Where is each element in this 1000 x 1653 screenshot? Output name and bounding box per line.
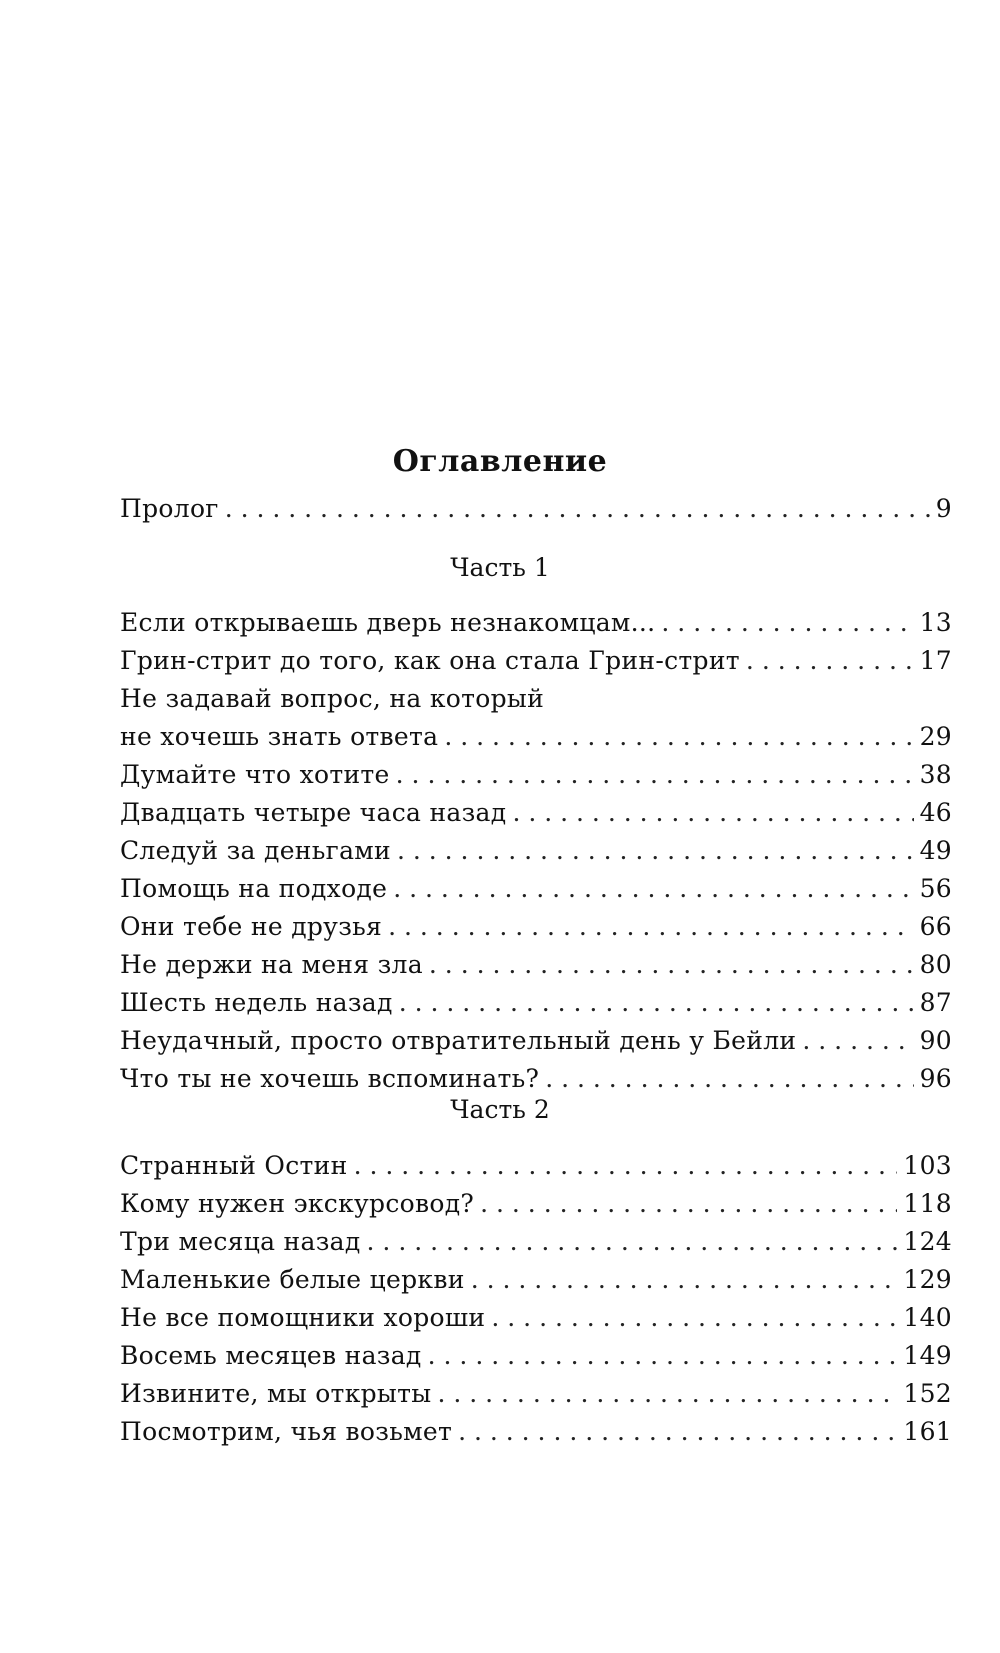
toc-entry-title: Следуй за деньгами — [120, 836, 391, 865]
toc-entry-title: Помощь на подходе — [120, 874, 388, 903]
toc-entry-page: 87 — [919, 988, 952, 1017]
dot-leader — [471, 1261, 898, 1299]
dot-leader — [545, 1060, 913, 1098]
dot-leader — [397, 832, 914, 870]
toc-entry — [120, 642, 952, 680]
toc-entry — [120, 984, 952, 1022]
toc-entry-title: Они тебе не друзья — [120, 912, 383, 941]
toc-entry — [120, 718, 952, 756]
dot-leader — [480, 1185, 897, 1223]
dot-leader — [354, 1147, 898, 1185]
toc-entry-page: 161 — [903, 1417, 952, 1446]
prologue-list — [120, 490, 952, 528]
toc-entry — [120, 832, 952, 870]
dot-leader — [746, 642, 914, 680]
toc-entry — [120, 1375, 952, 1413]
part-1-heading: Часть 1 — [450, 553, 550, 582]
toc-entry-page: 49 — [919, 836, 952, 865]
toc-entry-page: 118 — [903, 1189, 952, 1218]
toc-entry-title: Посмотрим, чья возьмет — [120, 1417, 453, 1446]
toc-entry-page: 140 — [903, 1303, 952, 1332]
toc-entry-page: 66 — [919, 912, 952, 941]
dot-leader — [225, 490, 930, 528]
toc-entry-title: Странный Остин — [120, 1151, 348, 1180]
toc-entry-title: Грин-стрит до того, как она стала Грин-стрит — [120, 646, 740, 675]
dot-leader — [491, 1299, 897, 1337]
toc-entry — [120, 908, 952, 946]
toc-entry-first-line: Не задавай вопрос, на который — [120, 684, 545, 713]
dot-leader — [444, 718, 913, 756]
toc-entry-page: 149 — [903, 1341, 952, 1370]
toc-entry-page: 96 — [919, 1064, 952, 1093]
toc-entry-title: Шесть недель назад — [120, 988, 393, 1017]
toc-entry — [120, 946, 952, 984]
dot-leader — [396, 756, 914, 794]
toc-entry-page: 9 — [935, 494, 952, 523]
toc-entry-title: Кому нужен экскурсовод? — [120, 1189, 475, 1218]
toc-entry-title: Не держи на меня зла — [120, 950, 423, 979]
toc-entry — [120, 1299, 952, 1337]
toc-entry-page: 90 — [919, 1026, 952, 1055]
toc-entry-title: Что ты не хочешь вспоминать? — [120, 1064, 540, 1093]
toc-entry — [120, 1147, 952, 1185]
toc-entry — [120, 1185, 952, 1223]
part-2-list — [120, 1147, 952, 1451]
dot-leader — [661, 604, 913, 642]
toc-entry — [120, 1337, 952, 1375]
toc-entry-page: 29 — [919, 722, 952, 751]
toc-entry-page: 103 — [903, 1151, 952, 1180]
toc-entry-title: Не все помощники хороши — [120, 1303, 486, 1332]
toc-entry-title: Думайте что хотите — [120, 760, 390, 789]
toc-title: Оглавление — [392, 444, 608, 479]
toc-entry — [120, 870, 952, 908]
toc-entry-title: Маленькие белые церкви — [120, 1265, 465, 1294]
dot-leader — [399, 984, 914, 1022]
dot-leader — [428, 1337, 898, 1375]
toc-entry-page: 124 — [903, 1227, 952, 1256]
dot-leader — [367, 1223, 898, 1261]
dot-leader — [429, 946, 914, 984]
toc-entry-page: 46 — [919, 798, 952, 827]
toc-entry-title: Извините, мы открыты — [120, 1379, 432, 1408]
toc-entry — [120, 1413, 952, 1451]
toc-entry-title: не хочешь знать ответа — [120, 722, 439, 751]
toc-entry-title: Двадцать четыре часа назад — [120, 798, 507, 827]
toc-entry-title: Если открываешь дверь незнакомцам... — [120, 608, 656, 637]
toc-entry-page: 129 — [903, 1265, 952, 1294]
dot-leader — [393, 870, 913, 908]
dot-leader — [458, 1413, 897, 1451]
dot-leader — [388, 908, 913, 946]
dot-leader — [437, 1375, 897, 1413]
part-2-heading: Часть 2 — [450, 1095, 550, 1124]
toc-entry — [120, 1060, 952, 1098]
toc-entry-title: Восемь месяцев назад — [120, 1341, 422, 1370]
dot-leader — [512, 794, 913, 832]
toc-entry — [120, 794, 952, 832]
toc-entry — [120, 756, 952, 794]
toc-entry-title: Пролог — [120, 494, 219, 523]
toc-entry-title: Три месяца назад — [120, 1227, 361, 1256]
dot-leader — [802, 1022, 913, 1060]
toc-entry — [120, 1261, 952, 1299]
toc-entry — [120, 1223, 952, 1261]
toc-entry-page: 56 — [919, 874, 952, 903]
toc-entry — [120, 1022, 952, 1060]
toc-entry-page: 17 — [919, 646, 952, 675]
toc-entry-page: 80 — [919, 950, 952, 979]
toc-entry-prologue — [120, 490, 952, 528]
toc-entry — [120, 604, 952, 642]
toc-entry-page: 38 — [919, 760, 952, 789]
toc-entry-title: Неудачный, просто отвратительный день у Бейли — [120, 1026, 797, 1055]
toc-entry-page: 13 — [919, 608, 952, 637]
toc-entry-page: 152 — [903, 1379, 952, 1408]
part-1-list — [120, 604, 952, 1098]
